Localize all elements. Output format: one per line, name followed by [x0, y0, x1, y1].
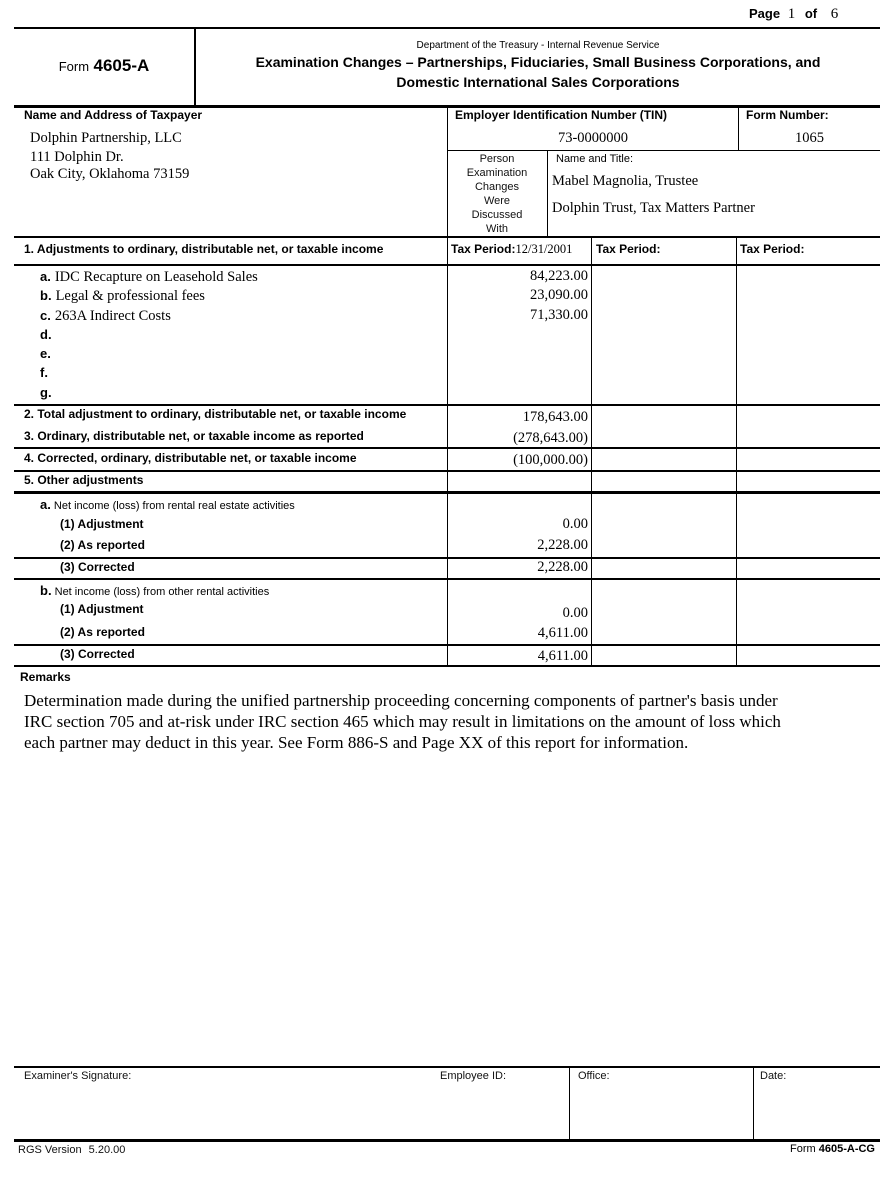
- adjustment-item-letter: c.: [40, 308, 51, 323]
- line5a-corrected-label: (3) Corrected: [60, 560, 135, 574]
- line5b-adjustment-label: (1) Adjustment: [60, 602, 144, 616]
- adjustment-item-letter: a.: [40, 269, 51, 284]
- signature-divider-2: [753, 1067, 754, 1140]
- examiner-signature-label: Examiner's Signature:: [24, 1070, 132, 1082]
- adjustment-item-letter: f.: [40, 365, 48, 380]
- line4-top-rule: [14, 447, 880, 449]
- line5b-reported-label: (2) As reported: [60, 625, 145, 639]
- tax-period-1-label: Tax Period:: [451, 242, 516, 256]
- discussed-label-line: Examination: [466, 167, 528, 179]
- discussed-name: Mabel Magnolia, Trustee: [552, 173, 699, 189]
- line5a-desc: Net income (loss) from rental real estate activities: [53, 500, 295, 512]
- remarks-line: each partner may deduct in this year. See Form 886-S and Page XX of this report for information.: [24, 733, 689, 752]
- form-id: [14, 56, 194, 76]
- line5a-corrected-rule: [14, 557, 880, 559]
- form-title-line2: Domestic International Sales Corporations: [396, 74, 680, 90]
- section1-header-bottom-rule: [14, 264, 880, 266]
- line5a-reported-label: (2) As reported: [60, 538, 145, 552]
- signature-top-rule: [14, 1066, 880, 1068]
- version-value: 5.20.00: [88, 1144, 126, 1156]
- line5b-desc: Net income (loss) from other rental activities: [54, 586, 270, 598]
- line5a-reported: 2,228.00: [537, 537, 588, 553]
- section1-top-rule: [14, 236, 880, 238]
- discussed-label-line: With: [486, 223, 508, 235]
- office-label: Office:: [578, 1070, 610, 1082]
- discussed-label-line: Were: [483, 195, 511, 207]
- line5b-corrected-rule: [14, 644, 880, 646]
- adjustment-item-row: [40, 345, 55, 363]
- line5a-letter: a.: [40, 497, 51, 512]
- form-title-line1: Examination Changes – Partnerships, Fiduciaries, Small Business Corporations, and: [255, 54, 821, 70]
- tax-period-1-value: 12/31/2001: [515, 242, 573, 256]
- section1-label: 1. Adjustments to ordinary, distributable net, or taxable income: [24, 242, 384, 256]
- signature-bottom-rule: [14, 1139, 880, 1142]
- footer-form-prefix: Form: [790, 1143, 816, 1155]
- adjustment-item-letter: b.: [40, 288, 52, 303]
- adjustment-item-amount: 71,330.00: [530, 307, 588, 323]
- taxpayer-address2: Oak City, Oklahoma 73159: [30, 166, 190, 182]
- line5a-top-rule: [14, 491, 880, 494]
- remarks-label: Remarks: [20, 670, 71, 684]
- discussed-label-line: Person: [479, 153, 515, 165]
- line5b-adjustment: 0.00: [562, 605, 588, 621]
- remarks-line: IRC section 705 and at-risk under IRC section 465 which may result in limitations on the amount of loss which: [24, 712, 781, 731]
- line2-amount: 178,643.00: [522, 409, 588, 425]
- discussed-title: Dolphin Trust, Tax Matters Partner: [552, 200, 755, 216]
- page-current: 1: [787, 6, 796, 22]
- discussed-label-line: Discussed: [471, 209, 523, 221]
- line3-amount: (278,643.00): [513, 430, 588, 446]
- adjustment-item-row: [40, 268, 258, 286]
- ein-bottom-rule: [447, 150, 880, 151]
- line5-label: 5. Other adjustments: [24, 473, 144, 487]
- col-divider-2: [591, 237, 592, 666]
- line5b-letter: b.: [40, 583, 52, 598]
- taxpayer-label: Name and Address of Taxpayer: [24, 108, 203, 122]
- line3-label: 3. Ordinary, distributable net, or taxable income as reported: [24, 429, 364, 443]
- line5b-desc-row: [40, 583, 269, 598]
- line5b-corrected-label: (3) Corrected: [60, 647, 135, 661]
- version-label: RGS Version: [18, 1144, 82, 1156]
- tax-period-2-label: Tax Period:: [596, 242, 661, 256]
- line5-top-rule: [14, 470, 880, 472]
- name-title-label: Name and Title:: [556, 153, 634, 165]
- form-number: 4605-A: [93, 56, 150, 75]
- discussed-label-line: Changes: [474, 181, 520, 193]
- discussed-divider: [547, 151, 548, 237]
- adjustment-item-row: [40, 326, 56, 344]
- table-bottom-rule: [14, 665, 880, 667]
- page-label: Page: [749, 6, 781, 21]
- adjustment-item-desc: Legal & professional fees: [55, 288, 205, 304]
- tax-period-1: [451, 242, 572, 257]
- tax-period-3-label: Tax Period:: [740, 242, 805, 256]
- adjustment-item-amount: 23,090.00: [530, 287, 588, 303]
- adjustment-item-desc: IDC Recapture on Leasehold Sales: [54, 269, 258, 285]
- form-prefix: Form: [58, 59, 90, 74]
- header-top-rule: [14, 27, 880, 29]
- employee-id-label: Employee ID:: [440, 1070, 507, 1082]
- page-indicator: [749, 6, 838, 23]
- adjustment-item-amount: 84,223.00: [530, 268, 588, 284]
- adjustment-item-letter: d.: [40, 327, 52, 342]
- remarks-line: Determination made during the unified partnership proceeding concerning components of partner's basis under: [24, 691, 778, 710]
- footer-form-id: [790, 1143, 875, 1155]
- adjustment-item-row: [40, 307, 171, 325]
- adjustment-item-row: [40, 287, 205, 305]
- agency-name: Department of the Treasury - Internal Revenue Service: [416, 40, 660, 51]
- ein-value: 73-0000000: [557, 130, 629, 146]
- line5a-adjustment-label: (1) Adjustment: [60, 517, 144, 531]
- adjustment-item-letter: g.: [40, 385, 52, 400]
- ein-label: Employer Identification Number (TIN): [455, 108, 668, 122]
- taxpayer-name: Dolphin Partnership, LLC: [30, 130, 182, 146]
- adjustment-item-row: [40, 384, 56, 402]
- version-info: [18, 1144, 125, 1156]
- remarks-text: [24, 690, 781, 753]
- line4-amount: (100,000.00): [513, 452, 588, 468]
- line2-top-rule: [14, 404, 880, 406]
- line2-label: 2. Total adjustment to ordinary, distributable net, or taxable income: [24, 407, 407, 421]
- adjustment-item-row: [40, 364, 52, 382]
- date-label: Date:: [760, 1070, 787, 1082]
- page-total: 6: [830, 6, 839, 22]
- footer-form-code: 4605-A-CG: [818, 1143, 875, 1155]
- adjustment-item-letter: e.: [40, 346, 51, 361]
- line5a-adjustment: 0.00: [562, 516, 588, 532]
- signature-divider-1: [569, 1067, 570, 1140]
- line4-label: 4. Corrected, ordinary, distributable net, or taxable income: [24, 451, 357, 465]
- taxpayer-address1: 111 Dolphin Dr.: [30, 149, 124, 165]
- adjustment-item-desc: 263A Indirect Costs: [54, 308, 171, 324]
- form-number-value: 1065: [795, 130, 824, 146]
- line5b-top-rule: [14, 578, 880, 580]
- form-number-label: Form Number:: [746, 108, 829, 122]
- line5a-desc-row: [40, 497, 295, 512]
- col-divider-3: [736, 237, 737, 666]
- discussed-label: [448, 152, 546, 236]
- page-of-label: of: [804, 6, 818, 21]
- line5b-corrected: 4,611.00: [537, 648, 588, 664]
- line5a-corrected: 2,228.00: [537, 559, 588, 575]
- line5b-reported: 4,611.00: [537, 625, 588, 641]
